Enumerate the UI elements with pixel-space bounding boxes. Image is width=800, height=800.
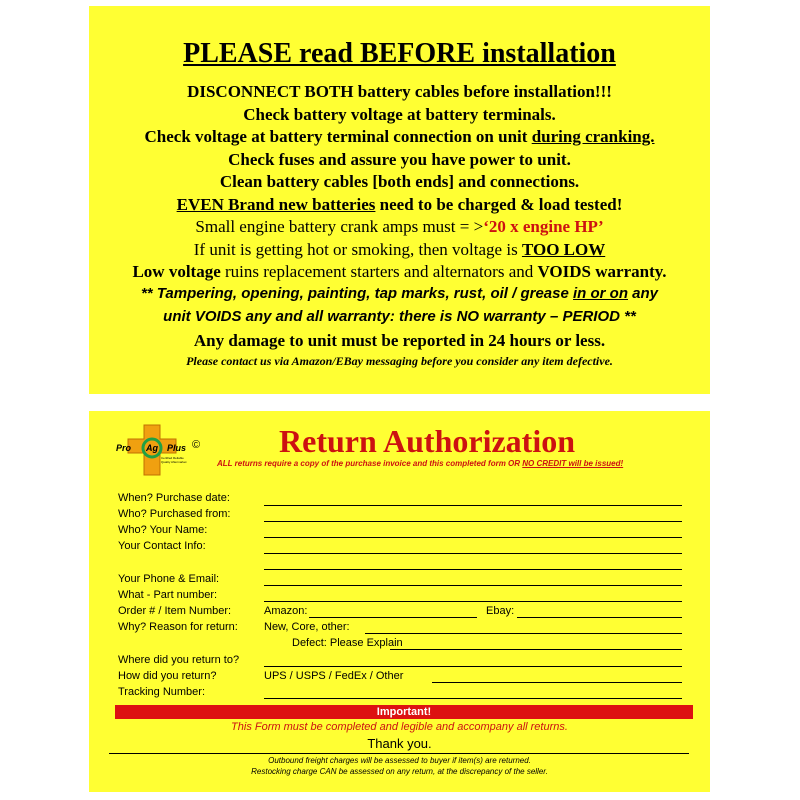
reason-options: New, Core, other: — [264, 621, 350, 633]
important-banner: Important! — [115, 705, 693, 719]
defect-label: Defect: Please Explain — [292, 637, 403, 649]
field-how-returned[interactable] — [432, 682, 682, 683]
label-tracking: Tracking Number: — [118, 686, 206, 698]
form-requirement-note: This Form must be completed and legible and accompany all returns. — [231, 721, 568, 733]
contact-line: Please contact us via Amazon/EBay messaging before you consider any item defective. — [186, 354, 613, 368]
field-ebay-order[interactable] — [517, 617, 682, 618]
ebay-label: Ebay: — [486, 605, 515, 617]
logo-subtext: Certified Reliable Quality Aftermarket — [161, 456, 187, 464]
instruction-line-6: Small engine battery crank amps must = >‘20 x engine HP’ — [195, 217, 604, 236]
tampering-warning-2: unit VOIDS any and all warranty: there is NO warranty – PERIOD ** — [163, 308, 636, 325]
field-amazon-order[interactable] — [309, 617, 477, 618]
disconnect-warning: DISCONNECT BOTH battery cables before installation!!! — [187, 82, 612, 101]
logo-copyright: © — [192, 439, 201, 451]
field-part-number[interactable] — [264, 601, 682, 602]
return-requirement-note: ALL returns require a copy of the purchase invoice and this completed form OR NO CREDIT will be issued! — [217, 459, 624, 468]
restocking-note: Restocking charge CAN be assessed on any return, at the discrepancy of the seller. — [251, 767, 548, 776]
instructions-title: PLEASE read BEFORE installation — [183, 38, 616, 69]
label-how-returned: How did you return? — [118, 670, 217, 682]
field-purchased-from[interactable] — [264, 521, 682, 522]
thank-you-text: Thank you. — [367, 736, 432, 751]
instruction-line-7: If unit is getting hot or smoking, then voltage is TOO LOW — [193, 240, 606, 259]
field-returned-to[interactable] — [264, 666, 682, 667]
field-phone-email[interactable] — [264, 585, 682, 586]
label-phone-email: Your Phone & Email: — [118, 573, 220, 585]
instruction-line-1: Check battery voltage at battery terminals. — [243, 105, 556, 124]
field-purchase-date[interactable] — [264, 505, 682, 506]
instruction-line-2: Check voltage at battery terminal connection on unit during cranking. — [144, 127, 655, 146]
tampering-warning-1: ** Tampering, opening, painting, tap marks, rust, oil / grease in or on any — [140, 285, 659, 302]
field-contact-info-2[interactable] — [264, 569, 682, 570]
label-part-number: What - Part number: — [118, 589, 218, 601]
instruction-line-3: Check fuses and assure you have power to unit. — [228, 150, 571, 169]
field-your-name[interactable] — [264, 537, 682, 538]
damage-report-line: Any damage to unit must be reported in 24 hours or less. — [193, 331, 606, 350]
logo-pro: Pro — [116, 443, 132, 453]
instruction-line-8: Low voltage ruins replacement starters and alternators and VOIDS warranty. — [132, 262, 667, 281]
logo-plus: Plus — [167, 443, 187, 453]
field-tracking[interactable] — [264, 698, 682, 699]
label-purchase-date: When? Purchase date: — [118, 492, 230, 504]
return-authorization-card — [89, 411, 710, 792]
proagplus-logo — [114, 421, 206, 479]
field-contact-info-1[interactable] — [264, 553, 682, 554]
label-order-number: Order # / Item Number: — [118, 605, 232, 617]
label-your-name: Who? Your Name: — [118, 524, 208, 536]
instruction-line-4: Clean battery cables [both ends] and connections. — [219, 172, 580, 191]
field-defect[interactable] — [390, 649, 682, 650]
amazon-label: Amazon: — [264, 605, 308, 617]
label-reason: Why? Reason for return: — [118, 621, 238, 633]
label-purchased-from: Who? Purchased from: — [118, 508, 231, 520]
instruction-line-5: EVEN Brand new batteries need to be charged & load tested! — [176, 195, 623, 214]
label-contact-info: Your Contact Info: — [118, 540, 206, 552]
divider — [109, 753, 689, 754]
label-returned-to: Where did you return to? — [118, 654, 240, 666]
return-authorization-title: Return Authorization — [279, 423, 575, 459]
freight-note: Outbound freight charges will be assessed to buyer if item(s) are returned. — [268, 756, 531, 765]
field-reason[interactable] — [365, 633, 682, 634]
installation-instructions-card — [89, 6, 710, 394]
carrier-options: UPS / USPS / FedEx / Other — [264, 670, 404, 682]
logo-ag: Ag — [146, 443, 158, 453]
